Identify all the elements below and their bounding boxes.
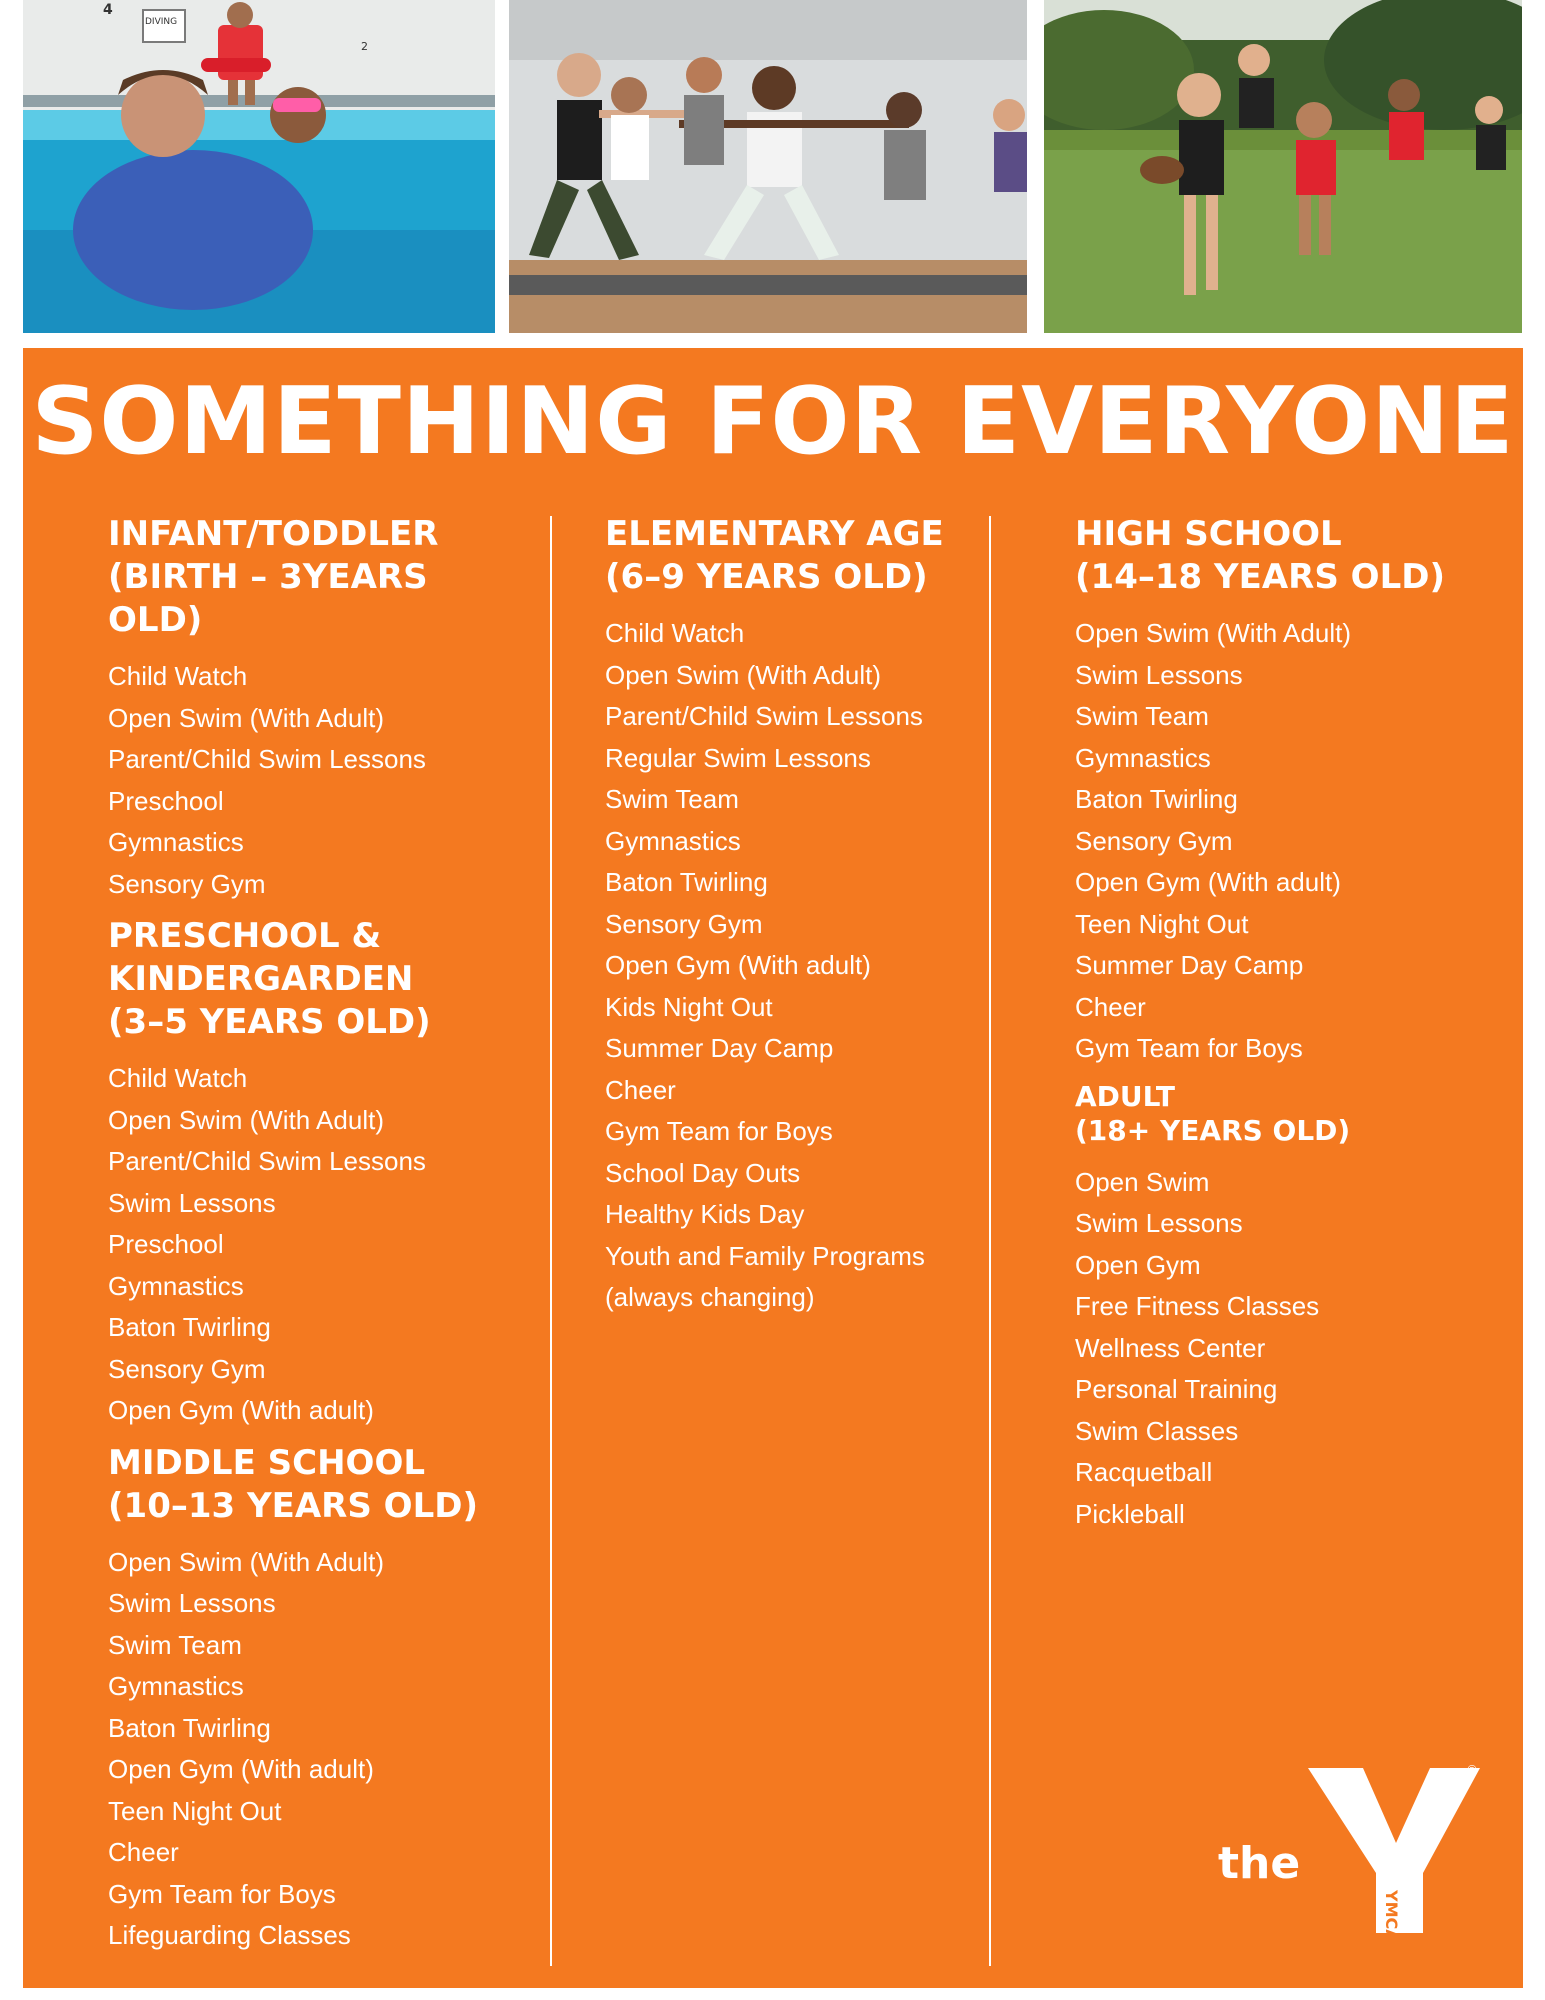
list-item: Gymnastics: [108, 1671, 244, 1701]
section-age-range: (18+ YEARS OLD): [1075, 1113, 1351, 1147]
section-title-text: PRESCHOOL &: [108, 916, 382, 956]
list-item: Child Watch: [108, 1063, 248, 1093]
list-item: Child Watch: [605, 618, 745, 648]
section-title-text: MIDDLE SCHOOL: [108, 1442, 426, 1483]
program-list: [605, 613, 1005, 1319]
section-age-range: (3–5 YEARS OLD): [108, 1002, 431, 1042]
pool-marker-4: 4: [103, 2, 113, 18]
list-item: Gym Team for Boys: [108, 1878, 336, 1909]
section-elementary-age: [605, 513, 1005, 1319]
column-3: [1075, 513, 1475, 1545]
list-item: Wellness Center: [1075, 1332, 1266, 1363]
photo-strip: [23, 0, 1523, 335]
list-item: Gymnastics: [108, 827, 244, 857]
list-item: Gym Team for Boys: [605, 1116, 833, 1146]
section-title: [108, 915, 518, 1044]
list-item: Racquetball: [1075, 1457, 1213, 1487]
list-item: Free Fitness Classes: [1075, 1291, 1320, 1321]
list-item: Teen Night Out: [1075, 908, 1249, 939]
section-title: [605, 513, 1005, 599]
list-item: Sensory Gym: [605, 908, 763, 939]
section-title-text: KINDERGARDEN: [108, 959, 414, 999]
list-item: Swim Lessons: [1075, 659, 1243, 690]
list-item: Baton Twirling: [605, 867, 768, 897]
list-item: Parent/Child Swim Lessons: [605, 701, 923, 731]
yoga-class-photo: [509, 0, 1027, 333]
list-item: Kids Night Out: [605, 991, 773, 1022]
section-adult: [1075, 1080, 1475, 1536]
section-age-range: (6–9 YEARS OLD): [605, 557, 928, 597]
list-item: Open Gym: [1075, 1249, 1201, 1280]
list-item: Summer Day Camp: [1075, 950, 1304, 980]
list-item: Sensory Gym: [108, 1353, 266, 1384]
section-title-text: ADULT: [1075, 1079, 1175, 1113]
section-infant-toddler: [108, 513, 518, 905]
page-headline: SOMETHING FOR EVERYONE: [31, 367, 1515, 475]
list-item: School Day Outs: [605, 1157, 801, 1188]
list-item: Open Swim (With Adult): [108, 1104, 384, 1135]
section-title-text: ELEMENTARY AGE: [605, 514, 944, 554]
program-list: [1075, 613, 1475, 1070]
list-item: Open Swim (With Adult): [1075, 618, 1351, 648]
list-item: Swim Team: [605, 784, 739, 814]
list-item: Parent/Child Swim Lessons: [108, 1146, 426, 1176]
logo-word-the: the: [1218, 1838, 1301, 1889]
list-item: Preschool: [108, 785, 224, 816]
column-1: [108, 513, 518, 1967]
list-item: Gymnastics: [1075, 742, 1211, 773]
list-item: Open Gym (With adult): [108, 1754, 374, 1784]
list-item: (always changing): [605, 1282, 815, 1312]
list-item: Open Swim (With Adult): [605, 659, 881, 690]
program-list: [1075, 1162, 1475, 1536]
section-high-school: [1075, 513, 1475, 1070]
list-item: Gymnastics: [108, 1270, 244, 1301]
section-title: [108, 1442, 518, 1528]
section-title-text: INFANT/TODDLER: [108, 514, 439, 554]
section-age-range: (BIRTH – 3YEARS OLD): [108, 557, 428, 640]
section-preschool-kindergarden: [108, 915, 518, 1432]
list-item: Baton Twirling: [1075, 784, 1238, 814]
column-2: [605, 513, 1005, 1329]
list-item: Child Watch: [108, 661, 248, 691]
program-list: [108, 1058, 518, 1432]
list-item: Open Gym (With adult): [605, 950, 871, 980]
list-item: Swim Classes: [1075, 1415, 1239, 1446]
list-item: Pickleball: [1075, 1498, 1185, 1529]
programs-panel: [23, 348, 1523, 1988]
list-item: Cheer: [605, 1074, 676, 1105]
list-item: Baton Twirling: [108, 1712, 271, 1743]
list-item: Swim Team: [108, 1629, 242, 1660]
section-title: [1075, 1080, 1475, 1148]
column-divider: [550, 516, 552, 1966]
list-item: Summer Day Camp: [605, 1033, 834, 1063]
logo-ymca-text: YMCA: [1382, 1890, 1401, 1942]
list-item: Open Gym (With adult): [1075, 867, 1341, 897]
section-title: [1075, 513, 1475, 599]
flag-football-photo: [1044, 0, 1522, 333]
section-age-range: (10–13 YEARS OLD): [108, 1485, 478, 1526]
list-item: Open Gym (With adult): [108, 1395, 374, 1425]
program-list: [108, 656, 518, 905]
diving-sign-text: DIVING: [145, 17, 178, 27]
list-item: Swim Lessons: [108, 1187, 276, 1218]
list-item: Preschool: [108, 1229, 224, 1259]
list-item: Cheer: [1075, 991, 1146, 1022]
list-item: Sensory Gym: [108, 868, 266, 899]
list-item: Gymnastics: [605, 825, 741, 856]
list-item: Swim Team: [1075, 701, 1209, 731]
list-item: Baton Twirling: [108, 1312, 271, 1342]
list-item: Open Swim: [1075, 1166, 1210, 1197]
list-item: Cheer: [108, 1837, 179, 1867]
section-title: [108, 513, 518, 642]
section-middle-school: [108, 1442, 518, 1957]
swim-lesson-photo: [23, 0, 495, 333]
pool-marker-2: 2: [361, 40, 368, 53]
list-item: Sensory Gym: [1075, 825, 1233, 856]
section-age-range: (14–18 YEARS OLD): [1075, 557, 1445, 597]
section-title-text: HIGH SCHOOL: [1075, 514, 1342, 554]
list-item: Swim Lessons: [1075, 1208, 1243, 1238]
list-item: Gym Team for Boys: [1075, 1033, 1303, 1063]
list-item: Teen Night Out: [108, 1795, 282, 1826]
list-item: Swim Lessons: [108, 1588, 276, 1618]
logo-registered-mark: ®: [1466, 1763, 1478, 1777]
list-item: Healthy Kids Day: [605, 1199, 805, 1229]
ymca-logo: [1218, 1748, 1488, 1948]
list-item: Open Swim (With Adult): [108, 702, 384, 733]
list-item: Personal Training: [1075, 1374, 1278, 1404]
program-list: [108, 1542, 518, 1957]
list-item: Youth and Family Programs: [605, 1240, 925, 1271]
list-item: Parent/Child Swim Lessons: [108, 744, 426, 774]
list-item: Regular Swim Lessons: [605, 742, 871, 773]
list-item: Lifeguarding Classes: [108, 1920, 351, 1950]
list-item: Open Swim (With Adult): [108, 1546, 384, 1577]
